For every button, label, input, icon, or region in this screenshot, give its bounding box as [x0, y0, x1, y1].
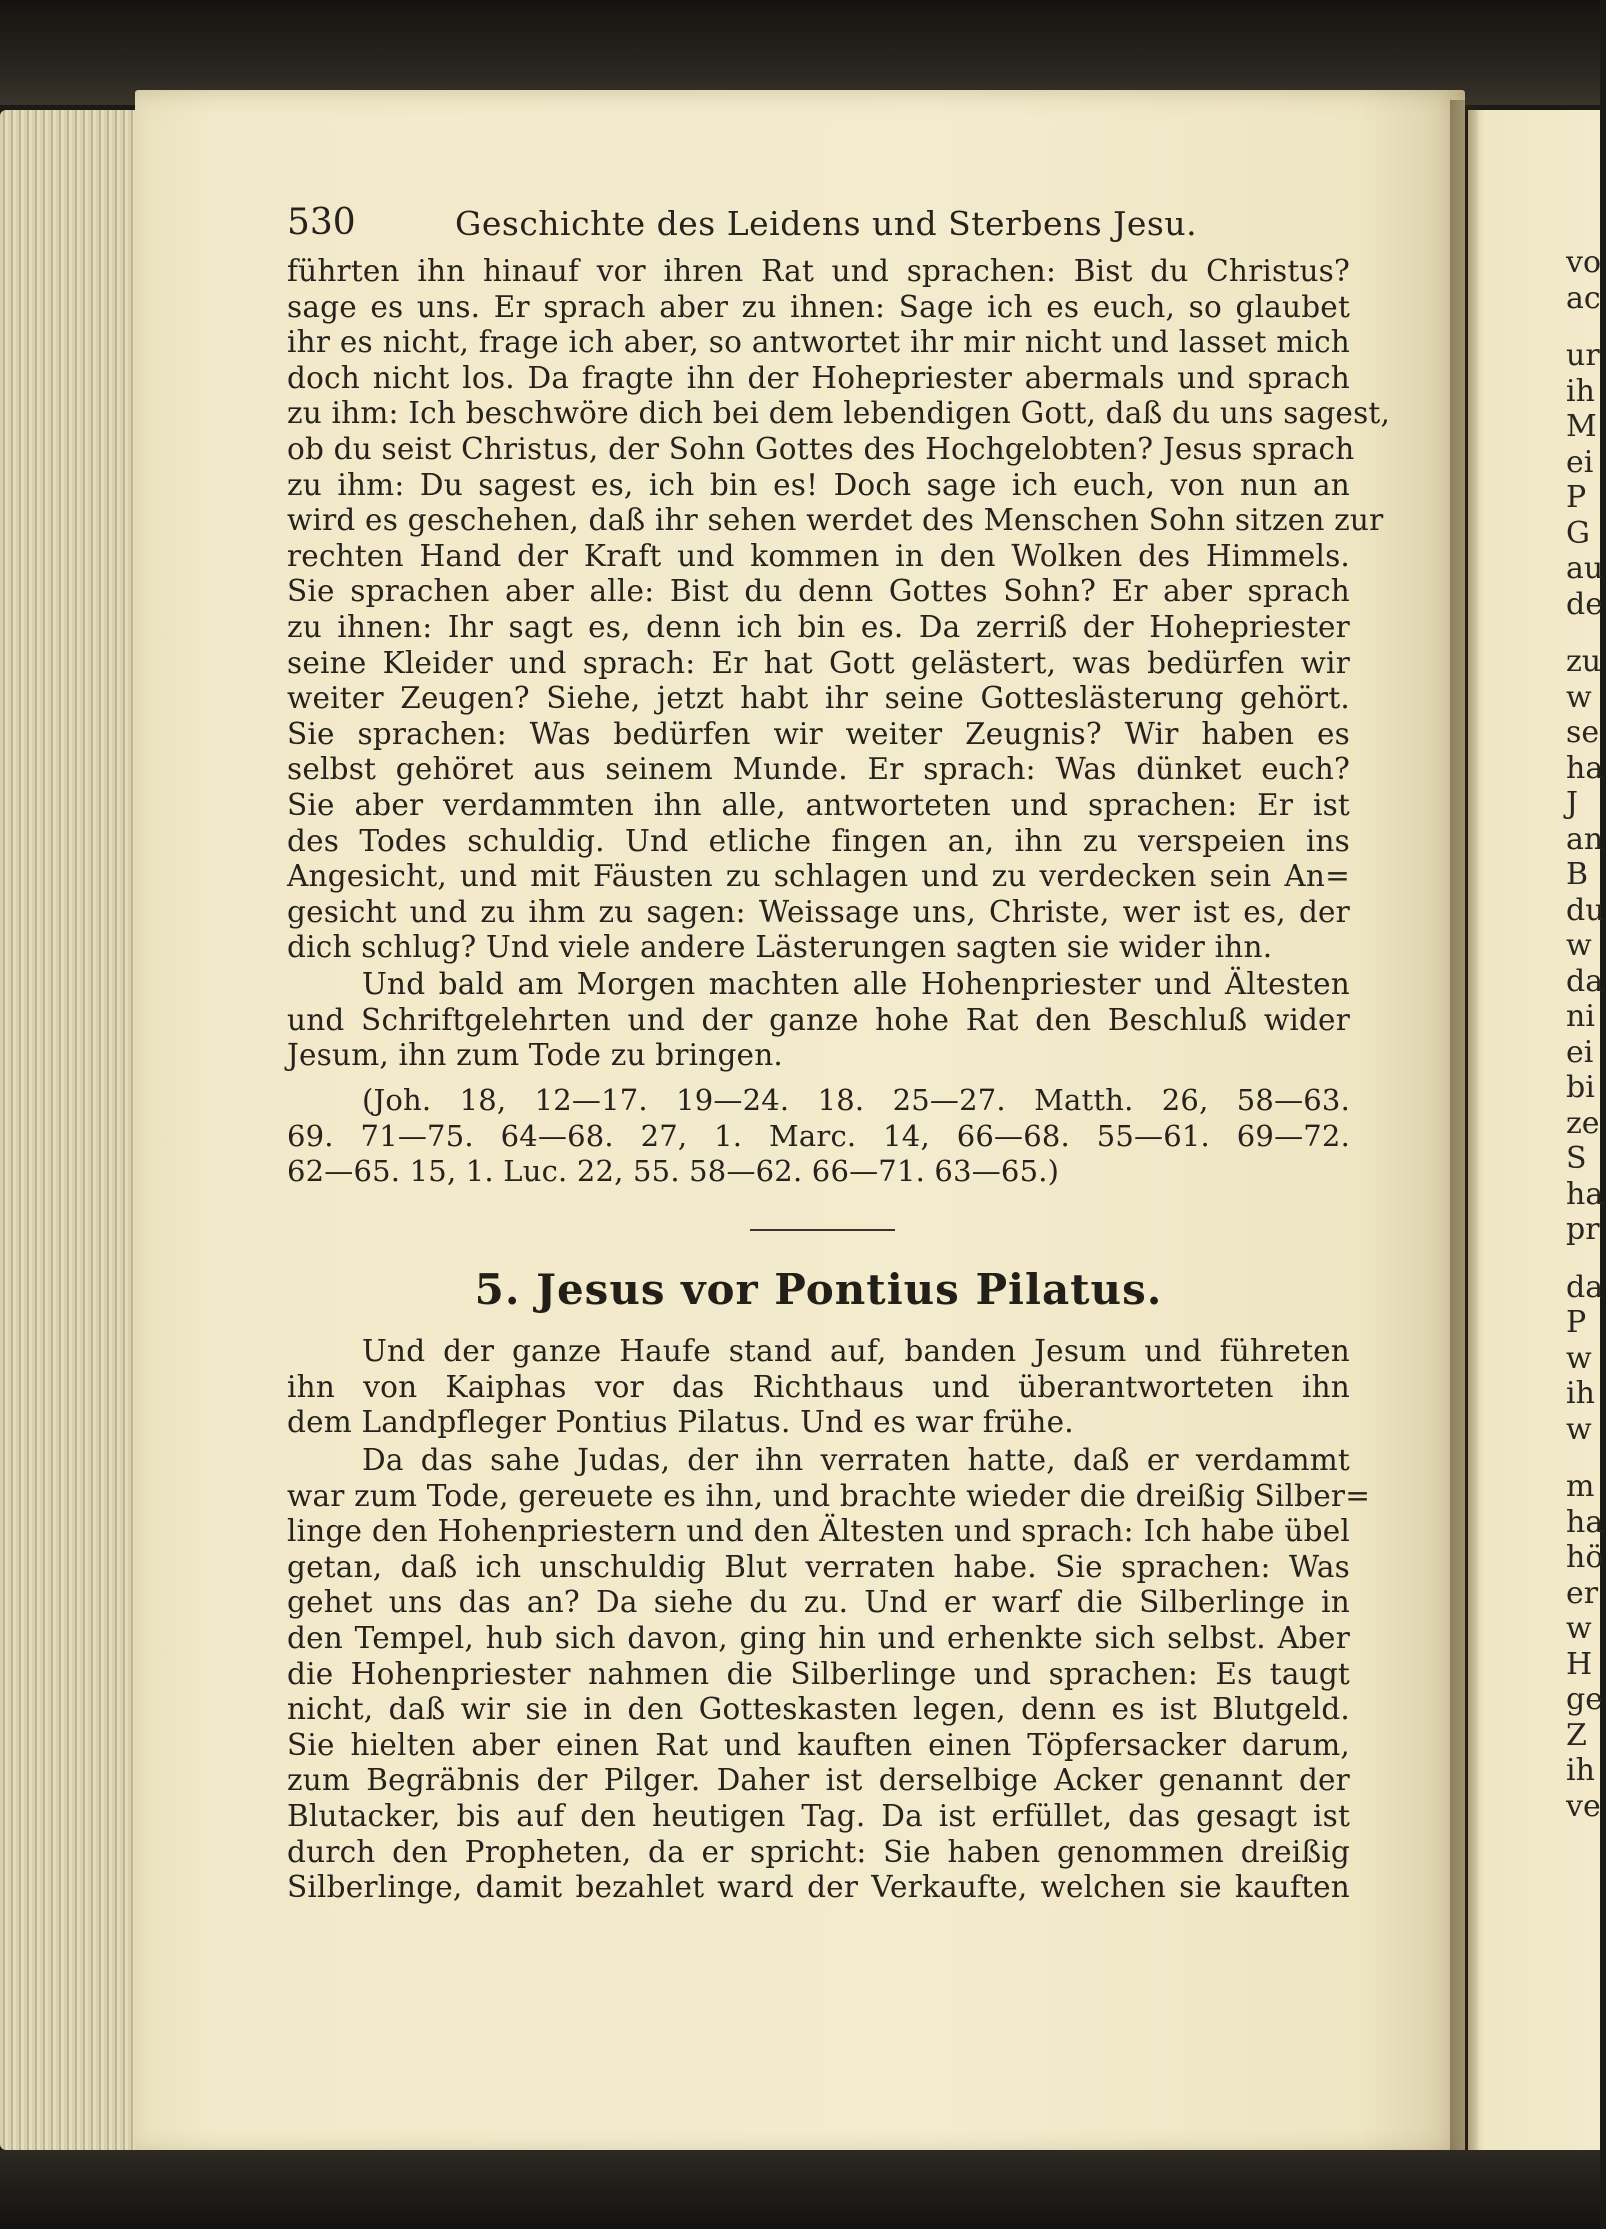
text-line: und Schriftgelehrten und der ganze hohe Rat den Beschluß wider [287, 1002, 1350, 1037]
facing-page-text [1566, 245, 1606, 1824]
text-line: wird es geschehen, daß ihr sehen werdet des Menschen Sohn sitzen zur [287, 503, 1384, 538]
facing-page-fragment: bi [1566, 1070, 1595, 1105]
paragraph [287, 254, 1391, 966]
text-line: den Tempel, hub sich davon, ging hin und erhenkte sich selbst. Aber [287, 1620, 1350, 1655]
facing-page-fragment: ac [1566, 280, 1601, 316]
text-line: 62—65. 15, 1. Luc. 22, 55. 58—62. 66—71. 63—65.) [287, 1154, 1060, 1189]
facing-page-fragment: w [1566, 1611, 1592, 1646]
scripture-reference [287, 1083, 1350, 1190]
facing-page-fragment [1566, 316, 1606, 338]
text-line: Jesum, ihn zum Tode zu bringen. [287, 1038, 783, 1073]
text-line: Da das sahe Judas, der ihn verraten hatte, daß er verdammt [362, 1443, 1350, 1477]
facing-page-fragment: ih [1566, 373, 1595, 409]
paragraph [287, 1334, 1350, 1441]
facing-page-fragment: er [1566, 1575, 1599, 1611]
facing-page-fragment: B [1566, 857, 1589, 892]
text-line: zu ihm: Du sagest es, ich bin es! Doch sage ich euch, von nun an [287, 467, 1350, 502]
page-header [287, 202, 1350, 248]
facing-page-fragment: au [1566, 551, 1604, 586]
facing-page-fragment: H [1566, 1646, 1593, 1682]
text-line: Blutacker, bis auf den heutigen Tag. Da ist erfüllet, das gesagt ist [287, 1798, 1350, 1833]
facing-page-fragment: P [1566, 480, 1587, 515]
text-line: ob du seist Christus, der Sohn Gottes des Hochgelobten? Jesus sprach [287, 431, 1355, 466]
text-line: linge den Hohenpriestern und den Ältesten und sprach: Ich habe übel [287, 1514, 1350, 1549]
text-line: Und der ganze Haufe stand auf, banden Jesum und führeten [362, 1334, 1350, 1368]
facing-page-fragment: du [1566, 892, 1605, 928]
facing-page-fragment: M [1566, 409, 1597, 444]
facing-page-fragment: ih [1566, 1753, 1595, 1788]
text-line: doch nicht los. Da fragte ihn der Hohepriester abermals und sprach [287, 360, 1350, 395]
text-line: Sie sprachen: Was bedürfen wir weiter Zeugnis? Wir haben es [287, 716, 1350, 751]
text-line: nicht, daß wir sie in den Gotteskasten legen, denn es ist Blutgeld. [287, 1692, 1350, 1727]
facing-page-fragment: ur [1566, 338, 1600, 373]
facing-page-fragment: se [1566, 715, 1600, 750]
text-line: die Hohenpriester nahmen die Silberlinge und sprachen: Es taugt [287, 1656, 1350, 1691]
text-line: gehet uns das an? Da siehe du zu. Und er warf die Silberlinge in [287, 1585, 1350, 1620]
facing-page-fragment: ih [1566, 1376, 1595, 1411]
facing-page-fragment: P [1566, 1305, 1587, 1340]
facing-page-fragment: G [1566, 515, 1590, 551]
facing-page-fragment: ei [1566, 1034, 1594, 1070]
section-divider [750, 1229, 895, 1231]
page-gutter [1450, 100, 1478, 2150]
facing-page-fragment: ni [1566, 999, 1595, 1034]
facing-page-fragment: an [1566, 821, 1604, 857]
facing-page-fragment: ha [1566, 750, 1604, 786]
facing-page-fragment [1566, 1248, 1606, 1270]
facing-page-fragment: hö [1566, 1540, 1604, 1575]
facing-page-fragment: w [1566, 679, 1592, 715]
text-line: Und bald am Morgen machten alle Hohenpriester und Ältesten [362, 967, 1350, 1001]
text-line: selbst gehöret aus seinem Munde. Er sprach: Was dünket euch? [287, 752, 1350, 787]
text-line: zu ihnen: Ihr sagt es, denn ich bin es. Da zerriß der Hohepriester [287, 609, 1350, 644]
facing-page-fragment: w [1566, 928, 1592, 963]
facing-page-fragment: zu [1566, 644, 1602, 679]
paragraph [287, 1443, 1371, 1906]
page-number: 530 [287, 202, 356, 243]
text-line: war zum Tode, gereuete es ihn, und brachte wieder die dreißig Silber= [287, 1478, 1371, 1513]
facing-page-fragment: ei [1566, 444, 1594, 480]
text-line: des Todes schuldig. Und etliche fingen an, ihn zu verspeien ins [287, 823, 1350, 858]
running-head: Geschichte des Leidens und Sterbens Jesu. [455, 204, 1198, 243]
text-line: Sie sprachen aber alle: Bist du denn Gottes Sohn? Er aber sprach [287, 574, 1350, 609]
facing-page-fragment [1566, 622, 1606, 644]
facing-page-fragment: vo [1566, 245, 1602, 280]
text-line: weiter Zeugen? Siehe, jetzt habt ihr seine Gotteslästerung gehört. [287, 681, 1350, 716]
facing-page-fragment [1566, 1447, 1606, 1469]
text-line: sage es uns. Er sprach aber zu ihnen: Sage ich es euch, so glaubet [287, 289, 1350, 324]
book-cover-bottom [0, 2150, 1600, 2229]
text-line: getan, daß ich unschuldig Blut verraten habe. Sie sprachen: Was [287, 1549, 1350, 1584]
text-line: dem Landpfleger Pontius Pilatus. Und es war frühe. [287, 1405, 1074, 1440]
text-line: 69. 71—75. 64—68. 27, 1. Marc. 14, 66—68. 55—61. 69—72. [287, 1118, 1350, 1153]
text-line: Silberlinge, damit bezahlet ward der Verkaufte, welchen sie kauften [287, 1870, 1350, 1905]
facing-page-fragment: m [1566, 1469, 1595, 1504]
text-line: dich schlug? Und viele andere Lästerungen sagten sie wider ihn. [287, 930, 1273, 965]
text-line: Sie hielten aber einen Rat und kauften einen Töpfersacker darum, [287, 1727, 1350, 1762]
facing-page-fragment: J [1566, 786, 1579, 821]
text-line: gesicht und zu ihm zu sagen: Weissage uns, Christe, wer ist es, der [287, 894, 1350, 929]
text-line: ihr es nicht, frage ich aber, so antwortet ihr mir nicht und lasset mich [287, 325, 1350, 360]
facing-page-fragment: Z [1566, 1717, 1587, 1753]
text-line: Sie aber verdammten ihn alle, antworteten und sprachen: Er ist [287, 787, 1350, 822]
facing-page-fragment: ha [1566, 1176, 1604, 1212]
facing-page-fragment: ze [1566, 1105, 1600, 1141]
facing-page-fragment: ge [1566, 1682, 1603, 1717]
text-line: seine Kleider und sprach: Er hat Gott gelästert, was bedürfen wir [287, 645, 1350, 680]
facing-page-fragment: w [1566, 1340, 1592, 1376]
text-line: Angesicht, und mit Fäusten zu schlagen und zu verdecken sein An= [287, 859, 1350, 894]
text-line: ihn von Kaiphas vor das Richthaus und überantworteten ihn [287, 1369, 1350, 1404]
text-line: zu ihm: Ich beschwöre dich bei dem lebendigen Gott, daß du uns sagest, [287, 396, 1391, 431]
facing-page-fragment: da [1566, 1269, 1604, 1305]
facing-page-fragment: pr [1566, 1212, 1600, 1247]
facing-page-fragment: de [1566, 586, 1603, 622]
facing-page-fragment: S [1566, 1141, 1587, 1176]
page-edges [0, 110, 150, 2150]
section-heading: 5. Jesus vor Pontius Pilatus. [474, 1265, 1163, 1314]
text-line: durch den Propheten, da er spricht: Sie haben genommen dreißig [287, 1834, 1350, 1869]
facing-page-fragment: ha [1566, 1504, 1604, 1540]
text-line: zum Begräbnis der Pilger. Daher ist derselbige Acker genannt der [287, 1763, 1350, 1798]
text-line: führten ihn hinauf vor ihren Rat und sprachen: Bist du Christus? [287, 254, 1350, 288]
text-line: (Joh. 18, 12—17. 19—24. 18. 25—27. Matth. 26, 58—63. [362, 1083, 1350, 1117]
facing-page-fragment: w [1566, 1411, 1592, 1447]
facing-page-fragment: da [1566, 963, 1604, 999]
text-line: rechten Hand der Kraft und kommen in den Wolken des Himmels. [287, 538, 1350, 573]
paragraph [287, 967, 1350, 1074]
facing-page-fragment: ve [1566, 1788, 1601, 1824]
